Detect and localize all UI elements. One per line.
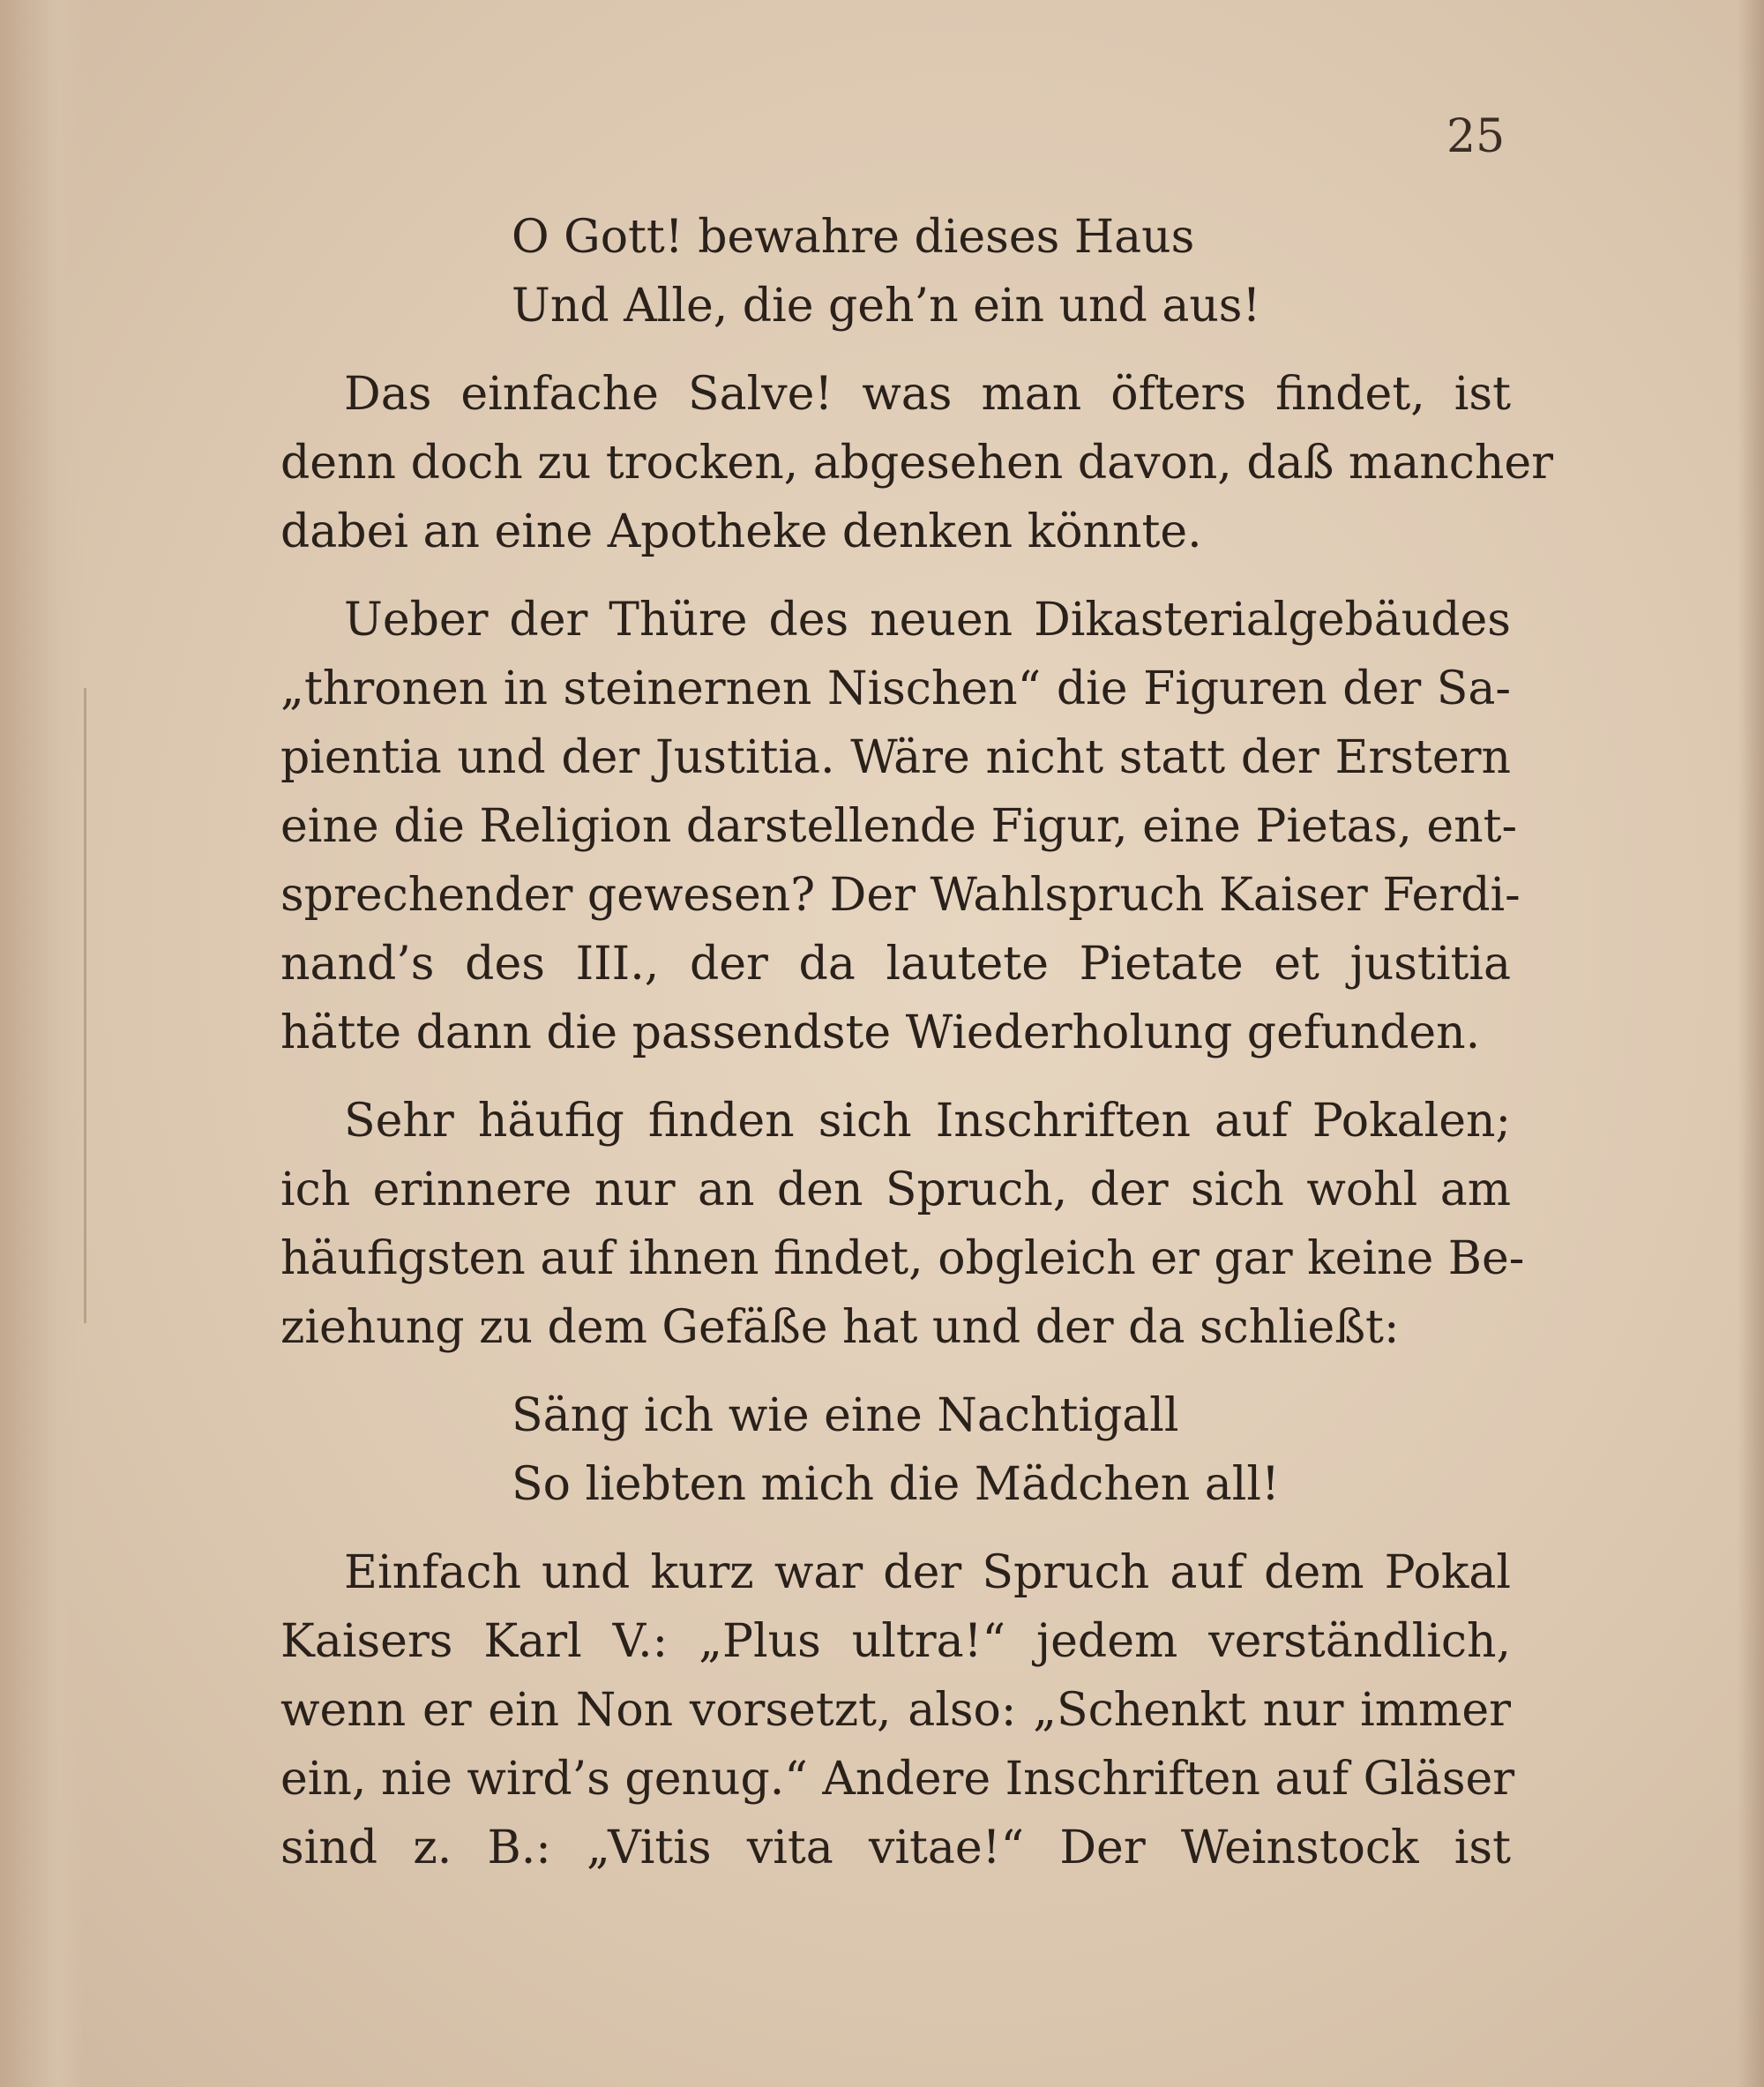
text-line: nand’s des III., der da lautete Pietate et justitia <box>280 938 1511 991</box>
text-line: Sehr häufig finden sich Inschriften auf Pokalen; <box>344 1095 1511 1148</box>
text-line: sprechender gewesen? Der Wahlspruch Kaiser Ferdi- <box>280 869 1521 922</box>
text-line: dabei an eine Apotheke denken könnte. <box>280 505 1202 558</box>
paragraph-1 <box>280 360 1553 566</box>
text-line: sind z. B.: „Vitis vita vitae!“ Der Weinstock ist <box>280 1821 1511 1874</box>
text-line: Ueber der Thüre des neuen Dikasterialgebäudes <box>344 594 1511 647</box>
verse-block-2 <box>280 1381 1511 1519</box>
text-line: Das einfache Salve! was man öfters findet, ist <box>344 368 1511 421</box>
text-line: ich erinnere nur an den Spruch, der sich wohl am <box>280 1163 1511 1216</box>
text-line: pientia und der Justitia. Wäre nicht statt der Erstern <box>280 731 1511 784</box>
text-line: Einfach und kurz war der Spruch auf dem Pokal <box>344 1546 1511 1599</box>
page-edge-shadow <box>1738 0 1764 2087</box>
verse-line: So liebten mich die Mädchen all! <box>512 1458 1280 1511</box>
page-gutter-shadow <box>0 0 84 2087</box>
text-line: hätte dann die passendste Wiederholung gefunden. <box>280 1006 1481 1059</box>
text-line: häufigsten auf ihnen findet, obgleich er gar keine Be- <box>280 1232 1525 1285</box>
text-line: denn doch zu trocken, abgesehen davon, daß mancher <box>280 437 1553 490</box>
text-line: eine die Religion darstellende Figur, eine Pietas, ent- <box>280 800 1518 853</box>
verse-line: Und Alle, die geh’n ein und aus! <box>512 280 1261 333</box>
page-number: 25 <box>1446 110 1506 163</box>
verse-block-1 <box>280 203 1511 340</box>
text-line: „thronen in steinernen Nischen“ die Figuren der Sa- <box>280 662 1511 715</box>
text-line: wenn er ein Non vorsetzt, also: „Schenkt nur immer <box>280 1684 1511 1737</box>
verse-line: Säng ich wie eine Nachtigall <box>512 1389 1179 1442</box>
binding-crease <box>84 688 86 1323</box>
paragraph-3 <box>280 1087 1525 1362</box>
verse-line: O Gott! bewahre dieses Haus <box>512 211 1195 264</box>
text-line: ziehung zu dem Gefäße hat und der da schließt: <box>280 1301 1400 1354</box>
page-text <box>280 203 1553 1882</box>
paragraph-4 <box>280 1538 1515 1882</box>
paragraph-2 <box>280 586 1521 1067</box>
text-line: ein, nie wird’s genug.“ Andere Inschriften auf Gläser <box>280 1753 1515 1806</box>
text-line: Kaisers Karl V.: „Plus ultra!“ jedem verständlich, <box>280 1615 1511 1668</box>
